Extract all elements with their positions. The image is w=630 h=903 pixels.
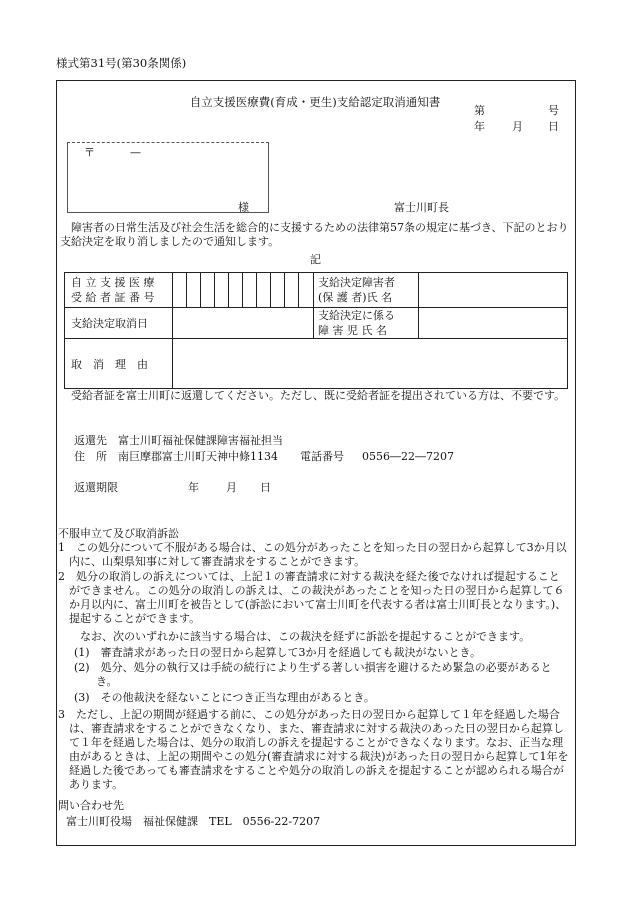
appeal-subitem-3: (3) その他裁決を経ないことにつき正当な理由があるとき。 bbox=[74, 691, 375, 704]
appeal-item-3: 3 ただし、上記の期間が経過する前に、この処分があった日の翌日から起算して１年を経過した場合は、審査請求をすることができなくなり、また、審査請求に対する裁決のあった日の翌日から起算して１年を経過した場合は、処分の取消しの訴えを提起することができなくなります。なお、正当な理由があるときは、上記の期間やこの処分(審査請求に対する裁決)があった日の翌日から起算して1年を経過した後であっても審査請求をすることや処分の取消しの訴えを提起することが認められる場合があります。 bbox=[58, 708, 569, 791]
postal-mark: 〒 bbox=[84, 146, 95, 159]
return-notice: 受給者証を富士川町に返還してください。ただし、既に受給者証を提出されている方は、不要です。 bbox=[71, 389, 566, 402]
decided-person-value bbox=[419, 273, 568, 308]
appeal-item-1: 1 この処分について不服がある場合は、この処分があったことを知った日の翌日から起算して3か月以内に、山梨県知事に対して審査請求をすることができます。 bbox=[58, 541, 567, 568]
return-to-value: 富士川町福祉保健課障害福祉担当 bbox=[118, 434, 283, 447]
date-year: 年 bbox=[474, 120, 485, 133]
address-value: 南巨摩郡富士川町天神中條1134 bbox=[118, 450, 278, 463]
issuer-name: 富士川町長 bbox=[394, 201, 449, 214]
deadline-label: 返還期限 bbox=[74, 481, 118, 494]
appeal-item-2: 2 処分の取消しの訴えについては、上記１の審査請求に対する裁決を経た後でなければ提起することができません。この処分の取消しの訴えは、この裁決があったことを知った日の翌日から起算して６か月以内に、富士川町を被告として(訴訟において富士川町を代表する者は富士川町長となります。)、提起することができます。 bbox=[58, 570, 567, 625]
deadline-year: 年 bbox=[188, 481, 199, 494]
appeal-heading: 不服申立て及び取消訴訟 bbox=[58, 527, 179, 540]
appeal-item-2-note: なお、次のいずれかに該当する場合は、この裁決を経ずに訴訟を提起することができます。 bbox=[80, 630, 531, 643]
postal-dash: — bbox=[130, 146, 141, 159]
return-to-label: 返還先 bbox=[74, 434, 107, 447]
phone-label: 電話番号 bbox=[300, 450, 344, 463]
reason-value bbox=[173, 339, 568, 389]
document-title: 自立支援医療費(育成・更生)支給認定取消通知書 bbox=[189, 95, 441, 109]
contact-info: 富士川町役場 福祉保健課 TEL 0556-22-7207 bbox=[66, 815, 321, 828]
recipient-number-cells bbox=[173, 273, 314, 308]
number-suffix: 号 bbox=[548, 104, 559, 117]
ki-marker: 記 bbox=[310, 253, 321, 266]
contact-heading: 問い合わせ先 bbox=[58, 799, 124, 812]
date-day: 日 bbox=[548, 120, 559, 133]
child-name-label: 支給決定に係る 障 害 児 氏 名 bbox=[314, 308, 419, 339]
appeal-subitem-2: (2) 処分、処分の執行又は手続の続行により生ずる著しい損害を避けるため緊急の必要があるとき。 bbox=[74, 661, 552, 688]
reason-label: 取 消 理 由 bbox=[65, 339, 173, 389]
deadline-month: 月 bbox=[226, 481, 237, 494]
deadline-day: 日 bbox=[260, 481, 271, 494]
cancel-date-value bbox=[173, 308, 314, 339]
child-name-value bbox=[419, 308, 568, 339]
date-month: 月 bbox=[512, 120, 523, 133]
phone-value: 0556―22―7207 bbox=[362, 450, 454, 463]
honorific-sama: 様 bbox=[238, 201, 249, 214]
decided-person-label: 支給決定障害者 (保 護 者)氏 名 bbox=[314, 273, 419, 308]
recipient-number-label: 自 立 支 援 医 療 受 給 者 証 番 号 bbox=[65, 273, 173, 308]
form-number-label: 様式第31号(第30条関係) bbox=[56, 56, 187, 70]
appeal-subitem-1: (1) 審査請求があった日の翌日から起算して3か月を経過しても裁決がないとき。 bbox=[74, 646, 482, 659]
cancel-date-label: 支給決定取消日 bbox=[65, 308, 173, 339]
intro-paragraph: 障害者の日常生活及び社会生活を総合的に支援するための法律第57条の規定に基づき、下記のとおり支給決定を取り消しましたので通知します。 bbox=[60, 221, 569, 248]
address-label: 住 所 bbox=[74, 450, 107, 463]
number-prefix: 第 bbox=[474, 104, 485, 117]
details-table bbox=[64, 272, 568, 389]
